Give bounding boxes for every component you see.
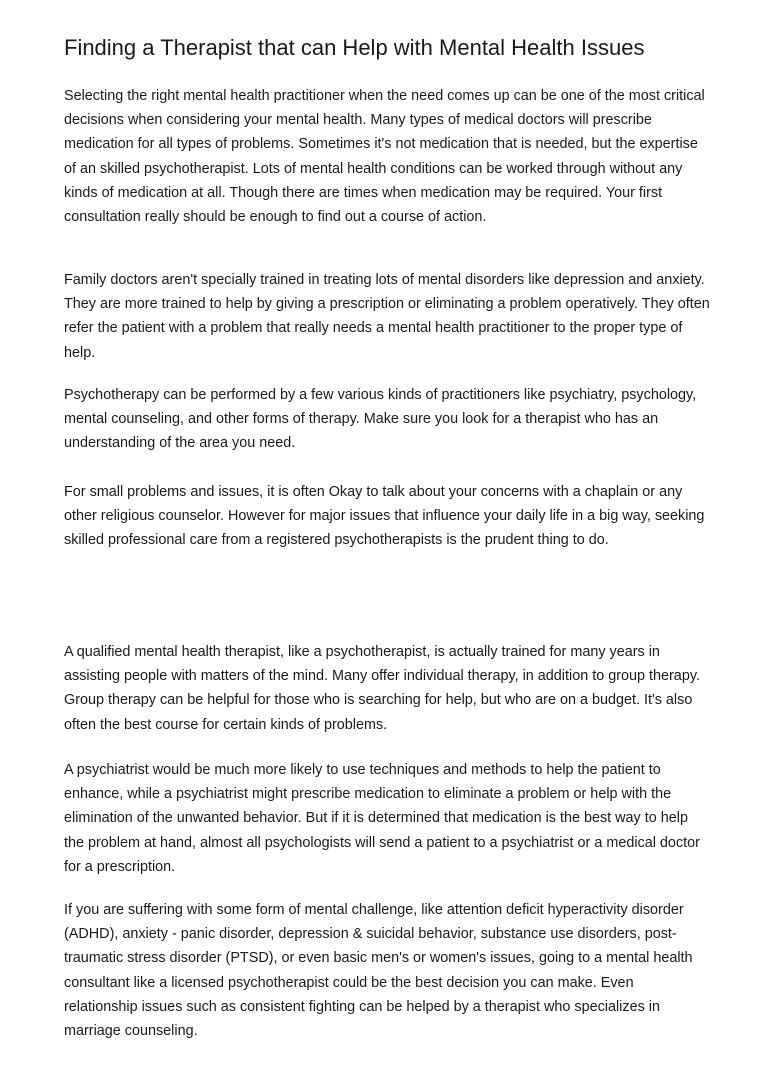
body-paragraph-3: Psychotherapy can be performed by a few various kinds of practitioners like psychiatry, psychology, mental counseling, and other forms of therapy. Make sure you look for a therapist who has an understanding of the area you need. [64, 387, 697, 452]
page-title: Finding a Therapist that can Help with Mental Health Issues [64, 35, 645, 60]
body-paragraph-1: Selecting the right mental health practitioner when the need comes up can be one of the most critical decisions when considering your mental health. Many types of medical doctors will prescribe medication for all types of problems. Sometimes it's not medication that is needed, but the expertise of an skilled psychotherapist. Lots of mental health conditions can be worked through without any kinds of medication at all. Though there are times when medication may be required. Your first consultation really should be enough to find out a course of action. [64, 88, 705, 226]
body-paragraph-6: A psychiatrist would be much more likely to use techniques and methods to help the patient to enhance, while a psychiatrist might prescribe medication to eliminate a problem or help with the elimination of the unwanted behavior. But if it is determined that medication is the best way to help the problem at hand, almost all psychologists will send a patient to a psychiatrist or a medical doctor for a prescription. [64, 762, 700, 875]
body-paragraph-5: A qualified mental health therapist, like a psychotherapist, is actually trained for many years in assisting people with matters of the mind. Many offer individual therapy, in addition to group therapy. Group therapy can be helpful for those who is searching for help, but who are on a budget. It's also often the best course for certain kinds of problems. [64, 644, 700, 733]
body-paragraph-2: Family doctors aren't specially trained in treating lots of mental disorders like depression and anxiety. They are more trained to help by giving a prescription or eliminating a problem operatively. They often refer the patient with a problem that really needs a mental health practitioner to the proper type of help. [64, 272, 710, 361]
body-paragraph-7: If you are suffering with some form of mental challenge, like attention deficit hyperactivity disorder (ADHD), anxiety - panic disorder, depression & suicidal behavior, substance use disorders, post-traumatic stress disorder (PTSD), or even basic men's or women's issues, going to a mental health consultant like a licensed psychotherapist could be the best decision you can make. Even relationship issues such as consistent fighting can be helped by a therapist who specializes in marriage counseling. [64, 902, 693, 1040]
body-paragraph-4: For small problems and issues, it is often Okay to talk about your concerns with a chaplain or any other religious counselor. However for major issues that influence your daily life in a big way, seeking skilled professional care from a registered psychotherapists is the prudent thing to do. [64, 484, 705, 549]
